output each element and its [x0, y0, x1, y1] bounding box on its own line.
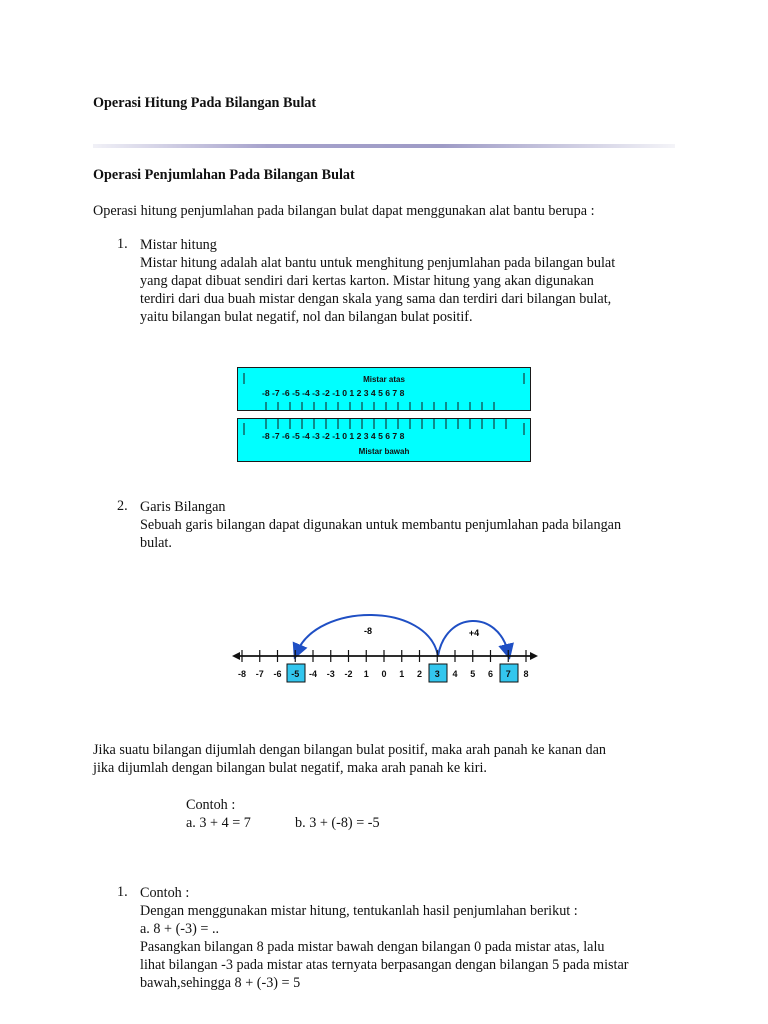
axis-tick-label: 5	[470, 669, 476, 679]
axis-labels	[238, 669, 529, 679]
item-line: Mistar hitung adalah alat bantu untuk menghitung penjumlahan pada bilangan bulat	[140, 255, 616, 271]
intro-text: Operasi hitung penjumlahan pada bilangan bulat dapat menggunakan alat bantu berupa :	[93, 203, 595, 219]
axis-tick-label: -2	[344, 669, 353, 679]
item-line: lihat bilangan -3 pada mistar atas ternyata berpasangan dengan bilangan 5 pada mistar	[140, 957, 629, 973]
axis-tick-label: 4	[452, 669, 458, 679]
contoh-a: a. 3 + 4 = 7	[186, 815, 251, 831]
axis-tick-label: 1	[363, 669, 369, 679]
axis-tick-label: 3	[434, 669, 440, 679]
axis-tick-label: -6	[273, 669, 282, 679]
item-heading: Garis Bilangan	[140, 499, 226, 515]
ruler-top-label: Mistar atas	[363, 375, 405, 384]
contoh-block	[186, 796, 446, 832]
number-line-figure	[228, 600, 544, 690]
ruler-top-numbers: -8 -7 -6 -5 -4 -3 -2 -1 0 1 2 3 4 5 6 7 8	[262, 388, 405, 398]
item-heading: Contoh :	[140, 885, 190, 901]
axis-arrow-left	[232, 652, 240, 660]
axis-tick-label: -8	[237, 669, 247, 679]
list-number: 1.	[117, 236, 128, 252]
axis-tick-label: -5	[291, 669, 300, 679]
rule-line: Jika suatu bilangan dijumlah dengan bilangan bulat positif, maka arah panah ke kanan dan	[93, 742, 606, 758]
item-line: yang dapat dibuat sendiri dari kertas karton. Mistar hitung yang akan digunakan	[140, 273, 594, 289]
item-heading: Mistar hitung	[140, 237, 217, 253]
ruler-top	[237, 367, 531, 411]
ruler-bottom-label: Mistar bawah	[358, 447, 410, 456]
ruler-bottom-numbers: -8 -7 -6 -5 -4 -3 -2 -1 0 1 2 3 4 5 6 7 8	[262, 431, 405, 441]
axis-tick-label: 1	[399, 669, 405, 679]
axis-tick-label: -3	[326, 669, 335, 679]
item-line: a. 8 + (-3) = ..	[140, 921, 220, 937]
page-title: Operasi Hitung Pada Bilangan Bulat	[93, 95, 317, 111]
list-number: 1.	[117, 884, 128, 900]
rule-line: jika dijumlah dengan bilangan bulat negatif, maka arah panah ke kiri.	[93, 760, 487, 776]
arc-label-left: -8	[363, 626, 373, 636]
contoh-examples	[186, 814, 446, 832]
axis-tick-label: 6	[487, 669, 494, 679]
axis-arrow-right	[530, 652, 538, 660]
list-item-body	[140, 884, 629, 992]
axis-tick-label: 8	[523, 669, 529, 679]
axis-tick-label: 7	[505, 669, 511, 679]
item-line: terdiri dari dua buah mistar dengan skala yang sama dan terdiri dari bilangan bulat,	[140, 291, 612, 307]
axis-tick-label: -4	[308, 669, 318, 679]
list-number: 2.	[117, 498, 128, 514]
ruler-top-ticks	[238, 368, 530, 410]
rule-text	[93, 741, 606, 777]
section-title: Operasi Penjumlahan Pada Bilangan Bulat	[93, 167, 355, 183]
axis-tick-label: 2	[416, 669, 423, 679]
list-item-body	[140, 236, 615, 326]
ruler-bottom	[237, 418, 531, 462]
item-line: bulat.	[140, 535, 172, 551]
arc-label-right: +4	[468, 628, 480, 638]
item-line: Pasangkan bilangan 8 pada mistar bawah dengan bilangan 0 pada mistar atas, lalu	[140, 939, 605, 955]
divider	[93, 144, 675, 148]
item-line: yaitu bilangan bulat negatif, nol dan bilangan bulat positif.	[140, 309, 473, 325]
list-item-body	[140, 498, 621, 552]
contoh-label: Contoh :	[186, 797, 236, 813]
item-line: bawah,sehingga 8 + (-3) = 5	[140, 975, 301, 991]
item-line: Sebuah garis bilangan dapat digunakan untuk membantu penjumlahan pada bilangan	[140, 517, 622, 533]
axis-tick-label: 0	[381, 669, 387, 679]
contoh-b: b. 3 + (-8) = -5	[295, 815, 380, 831]
axis-tick-label: -7	[255, 669, 264, 679]
item-line: Dengan menggunakan mistar hitung, tentukanlah hasil penjumlahan berikut :	[140, 903, 578, 919]
